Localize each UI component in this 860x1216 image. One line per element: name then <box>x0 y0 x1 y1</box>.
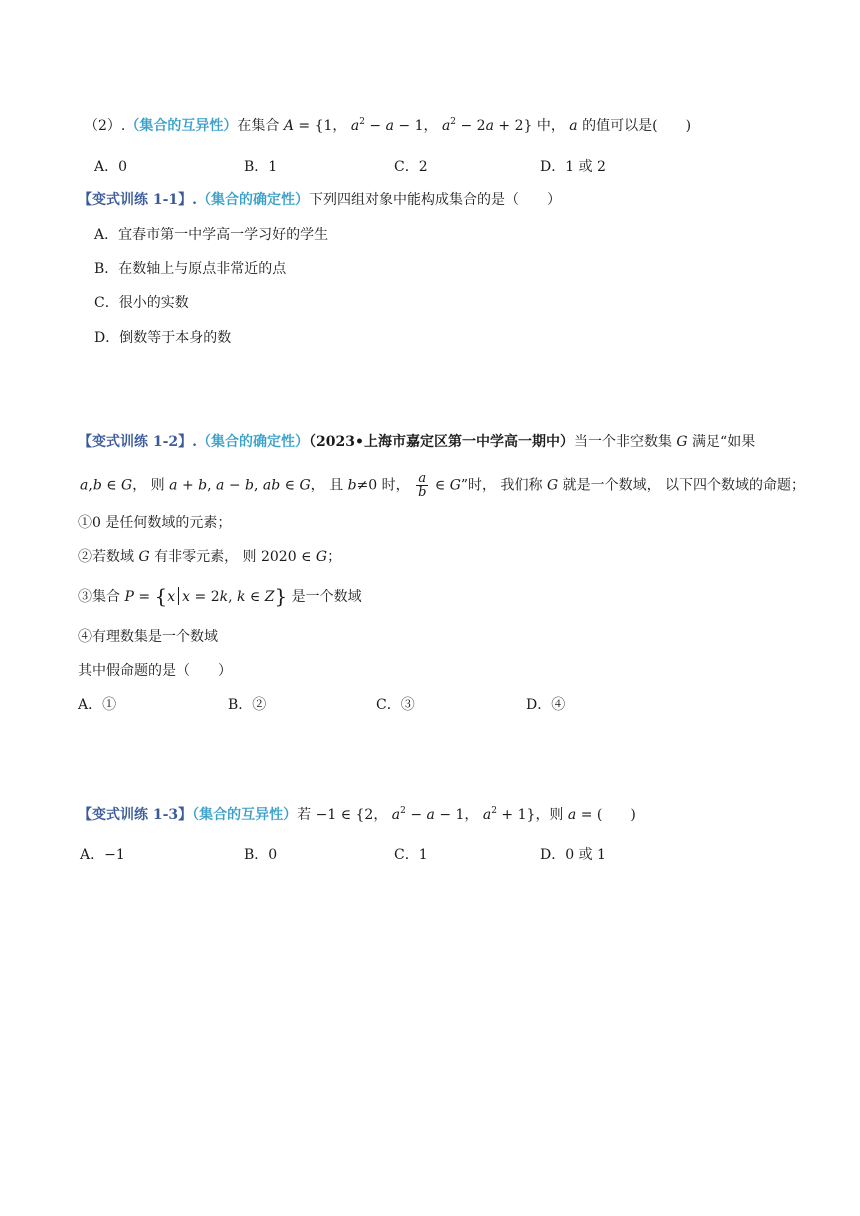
v11-option-d: D．倒数等于本身的数 <box>94 330 232 346</box>
q2-option-b: B．1 <box>244 159 278 175</box>
v12-stem-line1 <box>78 432 755 452</box>
v11-option-c: C．很小的实数 <box>94 295 189 311</box>
v13-expression: −1 ∈ {2， $a^2 - a - 1$， $a^2 + 1$} <box>315 806 536 823</box>
v13-option-b: B．0 <box>244 847 278 863</box>
v12-proposition-3: ③集合 P = {x x = 2k, k ∈ Z} 是一个数域 <box>78 584 362 608</box>
v12-stem2-b: ∈ G”时， 我们称 G 就是一个数域， 以下四个数域的命题； <box>434 477 806 494</box>
q2-tag: （集合的互异性） <box>125 118 238 134</box>
v12-proposition-4: ④有理数集是一个数域 <box>78 629 218 645</box>
v12-fraction: $\frac{a}{b}$ <box>418 471 427 500</box>
v13-stem: 【变式训练 1-3】（集合的互异性）若 −1 ∈ {2， $a^2 - a - 1$， $a^2 + 1$}，则 a = ( ) <box>78 806 636 823</box>
q2-option-d: D．1 或 2 <box>540 159 606 175</box>
q2-set-expression: A = {1， $a^2 - a - 1$， $a^2 - 2a + 2$} <box>283 117 533 134</box>
v12-proposition-2: ②若数域 G 有非零元素， 则 2020 ∈ G； <box>78 549 342 565</box>
v12-question: 其中假命题的是（ ） <box>78 663 232 679</box>
v12-proposition-1: ①0 是任何数域的元素； <box>78 515 232 531</box>
v13-option-c: C．1 <box>394 847 428 863</box>
v13-option-d: D．0 或 1 <box>540 847 606 863</box>
v12-set-p: P = {x x = 2k, k ∈ Z} <box>124 584 288 608</box>
v13-stem-post: ，则 a = ( ) <box>535 807 636 823</box>
v11-tag: （集合的确定性） <box>197 192 310 208</box>
v13-tag: （集合的互异性） <box>192 807 298 823</box>
v12-option-c: C．③ <box>376 697 415 713</box>
v12-label: 【变式训练 1-2】. <box>78 434 198 450</box>
v13-option-a: A．−1 <box>80 847 125 863</box>
v12-option-d: D．④ <box>526 697 566 713</box>
v11-label: 【变式训练 1-1】. <box>78 192 198 208</box>
v11-option-b: B．在数轴上与原点非常近的点 <box>94 261 287 277</box>
v12-stem2-a: a,b ∈ G， 则 a + b, a − b, ab ∈ G， 且 b≠0 时， <box>80 477 410 494</box>
v12-source: （2023•上海市嘉定区第一中学高一期中） <box>309 434 574 450</box>
v12-stem-line2 <box>80 472 805 499</box>
q2-stem-pre: 在集合 <box>237 118 280 134</box>
q2-option-c: C．2 <box>394 159 428 175</box>
q2-stem-post: 中， a 的值可以是( ) <box>536 118 692 134</box>
v11-question: 下列四组对象中能构成集合的是（ ） <box>309 192 562 208</box>
q2-number: （2）. <box>84 118 126 134</box>
q2-stem <box>84 116 691 136</box>
v11-stem <box>78 190 561 210</box>
v12-option-b: B．② <box>228 697 267 713</box>
v12-tag: （集合的确定性） <box>197 434 310 450</box>
q2-option-a: A．0 <box>94 159 128 175</box>
v11-option-a: A．宜春市第一中学高一学习好的学生 <box>94 227 329 243</box>
v13-label: 【变式训练 1-3】 <box>78 807 193 823</box>
v12-stem1: 当一个非空数集 G 满足“如果 <box>573 434 756 450</box>
v12-option-a: A．① <box>78 697 117 713</box>
